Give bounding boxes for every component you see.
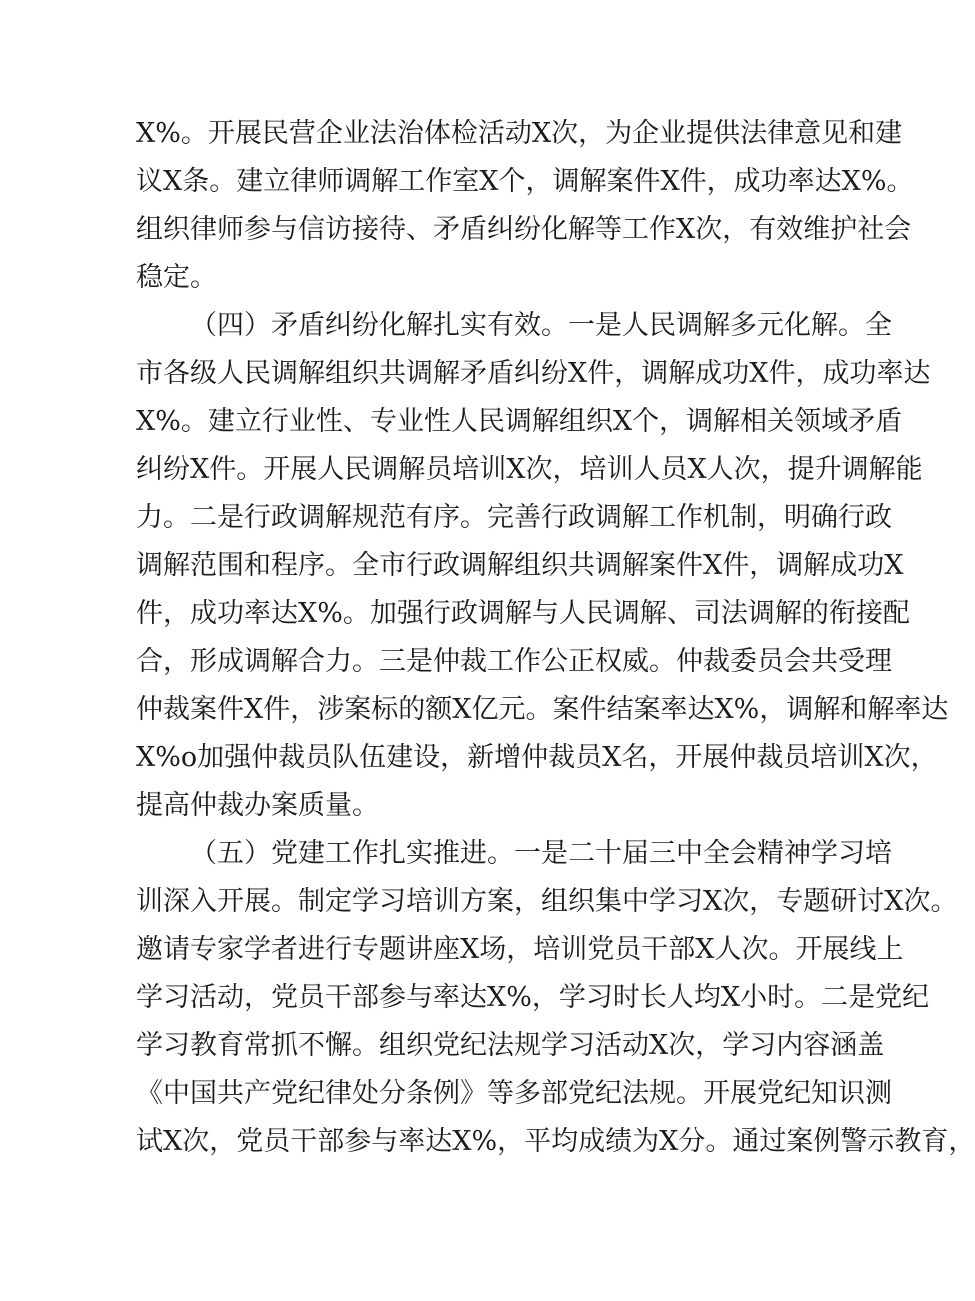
paragraph-line: 纠纷X件。开展人民调解员培训X次，培训人员X人次，提升调解能	[136, 454, 923, 485]
paragraph-line: 件，成功率达X%。加强行政调解与人民调解、司法调解的衔接配	[136, 598, 910, 629]
section-heading-line: （四）矛盾纠纷化解扎实有效。一是人民调解多元化解。全	[190, 310, 892, 341]
paragraph-line: 仲裁案件X件，涉案标的额X亿元。案件结案率达X%，调解和解率达	[136, 694, 949, 725]
paragraph-line: 力。二是行政调解规范有序。完善行政调解工作机制，明确行政	[136, 502, 892, 533]
paragraph-line: 市各级人民调解组织共调解矛盾纠纷X件，调解成功X件，成功率达	[136, 358, 931, 389]
paragraph-line: 试X次，党员干部参与率达X%，平均成绩为X分。通过案例警示教育，	[136, 1126, 975, 1157]
paragraph-line: 稳定。	[136, 262, 217, 293]
paragraph-line: 邀请专家学者进行专题讲座X场，培训党员干部X人次。开展线上	[136, 934, 904, 965]
paragraph-line: 调解范围和程序。全市行政调解组织共调解案件X件，调解成功X	[136, 550, 904, 581]
paragraph-line: 《中国共产党纪律处分条例》等多部党纪法规。开展党纪知识测	[136, 1078, 892, 1109]
section-heading-line: （五）党建工作扎实推进。一是二十届三中全会精神学习培	[190, 838, 892, 869]
paragraph-line: X%o加强仲裁员队伍建设，新增仲裁员X名，开展仲裁员培训X次，	[136, 742, 938, 773]
paragraph-line: 提高仲裁办案质量。	[136, 790, 379, 821]
paragraph-line: 学习教育常抓不懈。组织党纪法规学习活动X次，学习内容涵盖	[136, 1030, 885, 1061]
paragraph-line: X%。建立行业性、专业性人民调解组织X个，调解相关领域矛盾	[136, 406, 903, 437]
paragraph-line: 组织律师参与信访接待、矛盾纠纷化解等工作X次，有效维护社会	[136, 214, 912, 245]
paragraph-line: 合，形成调解合力。三是仲裁工作公正权威。仲裁委员会共受理	[136, 646, 892, 677]
paragraph-line: X%。开展民营企业法治体检活动X次，为企业提供法律意见和建	[136, 118, 903, 149]
paragraph-line: 训深入开展。制定学习培训方案，组织集中学习X次，专题研讨X次。	[136, 886, 958, 917]
paragraph-line: 学习活动，党员干部参与率达X%，学习时长人均X小时。二是党纪	[136, 982, 930, 1013]
paragraph-line: 议X条。建立律师调解工作室X个，调解案件X件，成功率达X%。	[136, 166, 914, 197]
